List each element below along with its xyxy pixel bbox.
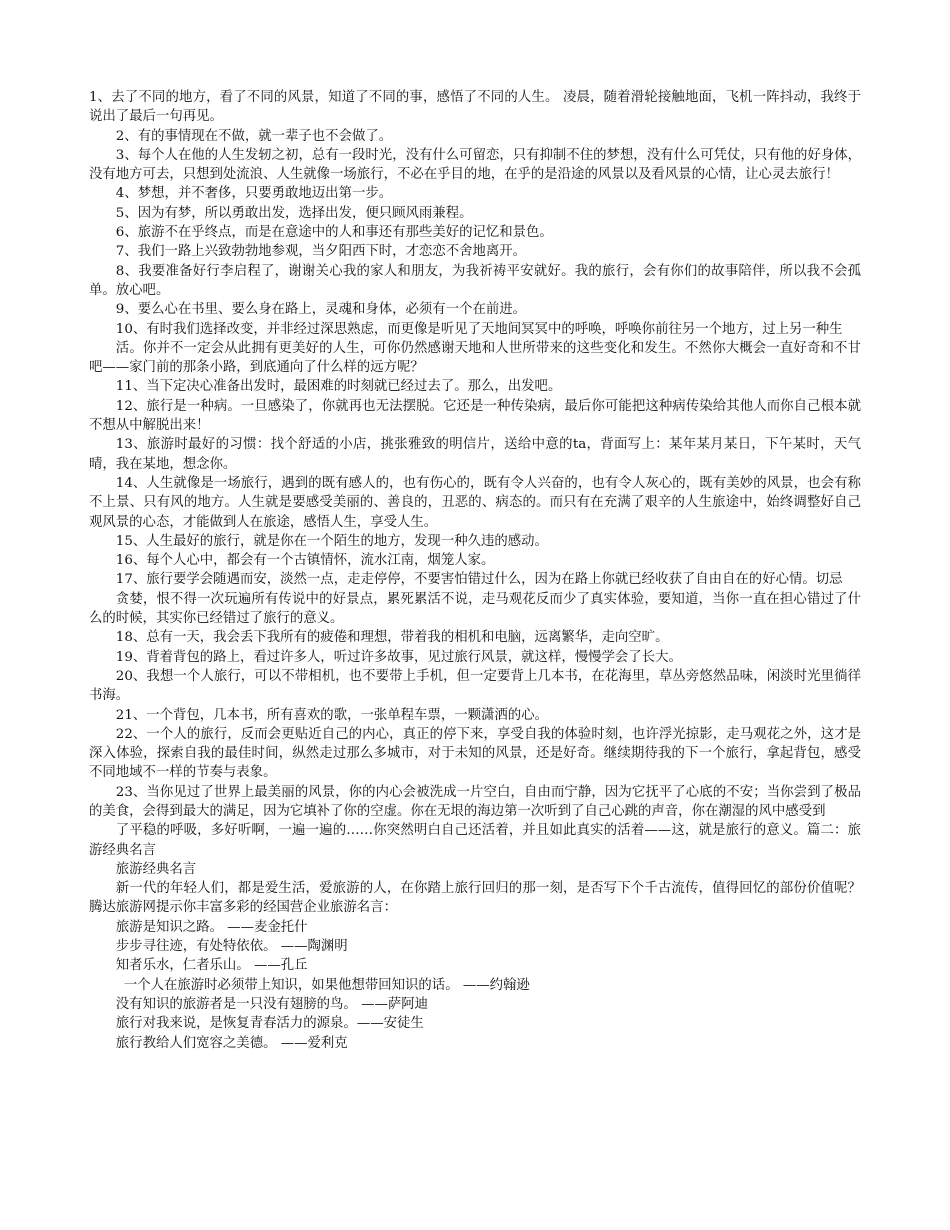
paragraph: 5、因为有梦，所以勇敢出发，选择出发，便只顾风雨兼程。 [115, 205, 473, 221]
paragraph: 4、梦想，并不奢侈，只要勇敢地迈出第一步。 [115, 186, 393, 202]
paragraph: 10、有时我们选择改变，并非经过深思熟虑，而更像是听见了天地间冥冥中的呼唤，呼唤你前往另一个地方，过上另一种生 [115, 321, 843, 337]
paragraph: 步步寻往迹，有处特依依。 ——陶渊明 [115, 939, 348, 955]
paragraph: 6、旅游不在乎终点，而是在意途中的人和事还有那些美好的记忆和景色。 [115, 225, 553, 241]
paragraph: 1、去了不同的地方，看了不同的风景，知道了不同的事，感悟了不同的人生。 凌晨，随着滑轮接触地面，飞机一阵抖动，我终于说出了最后一句再见。 [89, 90, 861, 125]
paragraph: 了平稳的呼吸，多好听啊，一遍一遍的……你突然明白自己还活着，并且如此真实的活着——这，就是旅行的意义。篇二：旅游经典名言 [89, 823, 861, 858]
paragraph: 贪婪，恨不得一次玩遍所有传说中的好景点，累死累活不说，走马观花反而少了真实体验，要知道，当你一直在担心错过了什么的时候，其实你已经错过了旅行的意义。 [89, 591, 861, 627]
paragraph: 23、当你见过了世界上最美丽的风景，你的内心会被洗成一片空白，自由而宁静，因为它抚平了心底的不安；当你尝到了极品的美食，会得到最大的满足，因为它填补了你的空虚。你在无垠的海边第一次听到了自己心跳的声音，你在潮湿的风中感受到 [89, 784, 861, 819]
paragraph: 3、每个人在他的人生发轫之初，总有一段时光，没有什么可留恋，只有抑制不住的梦想，没有什么可凭仗，只有他的好身体，没有地方可去，只想到处流浪、人生就像一场旅行，不必在乎目的地，在乎的是沿途的风景以及看风景的心情，让心灵去旅行！ [89, 147, 861, 183]
paragraph: 旅游经典名言 [115, 861, 197, 877]
paragraph: 一个人在旅游时必须带上知识，如果他想带回知识的话。 ——约翰逊 [123, 977, 530, 993]
paragraph: 12、旅行是一种病。一旦感染了，你就再也无法摆脱。它还是一种传染病，最后你可能把这种病传染给其他人而你自己根本就不想从中解脱出来！ [89, 398, 861, 434]
paragraph: 新一代的年轻人们，都是爱生活，爱旅游的人，在你踏上旅行回归的那一刻，是否写下个千古流传，值得回忆的部份价值呢？腾达旅游网提示你丰富多彩的经国营企业旅游名言： [89, 881, 861, 916]
paragraph: 15、人生最好的旅行，就是你在一个陌生的地方，发现一种久违的感动。 [115, 533, 548, 549]
paragraph: 旅行教给人们宽容之美德。 ——爱利克 [115, 1035, 348, 1051]
paragraph: 11、当下定决心准备出发时，最困难的时刻就已经过去了。那么，出发吧。 [115, 379, 562, 395]
paragraph: 13、旅游时最好的习惯：找个舒适的小店，挑张雅致的明信片，送给中意的ta，背面写上：某年某月某日，下午某时，天气晴，我在某地，想念你。 [89, 437, 861, 472]
document-body [89, 88, 861, 1053]
paragraph: 没有知识的旅游者是一只没有翅膀的鸟。 ——萨阿迪 [115, 996, 429, 1012]
paragraph: 19、背着背包的路上，看过许多人，听过许多故事，见过旅行风景，就这样，慢慢学会了长大。 [115, 649, 682, 665]
paragraph: 20、我想一个人旅行，可以不带相机，也不要带上手机，但一定要背上几本书，在花海里，草丛旁悠然品味，闲淡时光里徜徉书海。 [89, 668, 861, 704]
paragraph: 21、一个背包，几本书，所有喜欢的歌，一张单程车票，一颗潇洒的心。 [115, 707, 548, 723]
paragraph: 2、有的事情现在不做，就一辈子也不会做了。 [115, 128, 393, 144]
paragraph: 16、每个人心中，都会有一个古镇情怀，流水江南，烟笼人家。 [115, 553, 495, 569]
paragraph: 8、我要准备好行李启程了，谢谢关心我的家人和朋友，为我祈祷平安就好。我的旅行，会有你们的故事陪伴，所以我不会孤单。放心吧。 [89, 263, 861, 298]
paragraph: 活。你并不一定会从此拥有更美好的人生，可你仍然感谢天地和人世所带来的这些变化和发生。不然你大概会一直好奇和不甘吧——家门前的那条小路，到底通向了什么样的远方呢？ [89, 340, 861, 376]
paragraph: 18、总有一天，我会丢下我所有的疲倦和理想，带着我的相机和电脑，远离繁华，走向空旷。 [115, 630, 669, 646]
paragraph: 7、我们一路上兴致勃勃地参观，当夕阳西下时，才恋恋不舍地离开。 [115, 244, 527, 260]
paragraph: 14、人生就像是一场旅行，遇到的既有感人的，也有伤心的，既有令人兴奋的，也有令人灰心的，既有美妙的风景，也会有称不上景、只有风的地方。人生就是要感受美丽的、善良的，丑恶的、病态的。而只有在充满了艰辛的人生旅途中，始终调整好自己观风景的心态，才能做到人在旅途，感悟人生，享受人生。 [89, 475, 861, 530]
paragraph: 9、要么心在书里、要么身在路上，灵魂和身体，必须有一个在前进。 [115, 302, 527, 318]
paragraph: 17、旅行要学会随遇而安，淡然一点，走走停停，不要害怕错过什么，因为在路上你就已经收获了自由自在的好心情。切忌 [115, 572, 843, 588]
paragraph: 22、一个人的旅行，反而会更贴近自己的内心，真正的停下来，享受自我的体验时刻，也许浮光掠影，走马观花之外，这才是深入体验，探索自我的最佳时间，纵然走过那么多城市，对于未知的风景，还是好奇。继续期待我的下一个旅行，拿起背包，感受不同地域不一样的节奏与表象。 [89, 726, 861, 781]
paragraph: 知者乐水，仁者乐山。 ——孔丘 [115, 958, 308, 974]
paragraph: 旅行对我来说，是恢复青春活力的源泉。——安徒生 [115, 1016, 424, 1032]
paragraph: 旅游是知识之路。 ——麦金托什 [115, 919, 308, 935]
